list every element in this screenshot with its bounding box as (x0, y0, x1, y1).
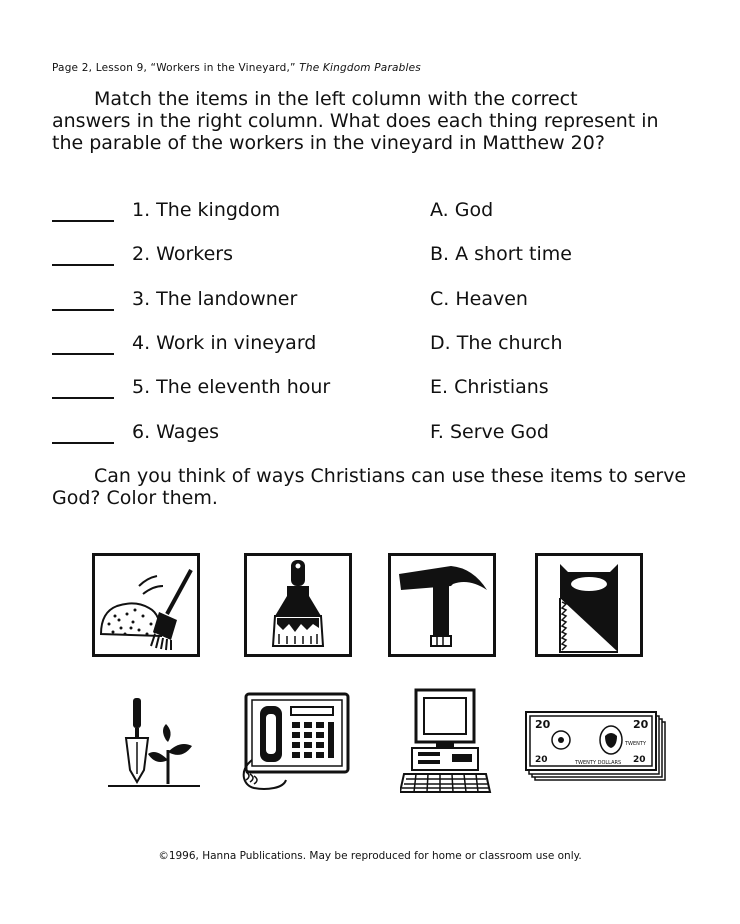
match-row (52, 376, 652, 404)
answer-blank[interactable] (52, 442, 114, 444)
computer-icon[interactable] (400, 688, 492, 796)
money-denomination-bottom-left: 20 (535, 755, 548, 765)
money-denomination-top-right: 20 (633, 718, 649, 731)
money-bill-text: TWENTY DOLLARS (575, 760, 622, 766)
match-item: 1. The kingdom (132, 199, 281, 221)
match-answer: A. God (430, 199, 494, 221)
match-answer: F. Serve God (430, 421, 549, 443)
match-answer: B. A short time (430, 243, 572, 265)
match-answer: D. The church (430, 332, 563, 354)
answer-blank[interactable] (52, 220, 114, 222)
match-row (52, 288, 652, 316)
match-item: 4. Work in vineyard (132, 332, 317, 354)
telephone-icon[interactable] (240, 690, 352, 798)
match-row (52, 421, 652, 449)
trowel-plant-icon[interactable] (104, 694, 204, 792)
page-header (52, 62, 421, 74)
answer-blank[interactable] (52, 309, 114, 311)
copyright-footer: ©1996, Hanna Publications. May be reproduced for home or classroom use only. (158, 850, 582, 862)
match-answer: C. Heaven (430, 288, 528, 310)
match-item: 3. The landowner (132, 288, 298, 310)
answer-blank[interactable] (52, 397, 114, 399)
coloring-prompt: Can you think of ways Christians can use these items to serve God? Color them. (52, 465, 687, 509)
header-book-title: The Kingdom Parables (299, 62, 421, 74)
match-row (52, 332, 652, 360)
match-row (52, 243, 652, 271)
money-denomination-top-left: 20 (535, 718, 551, 731)
money-icon[interactable] (525, 710, 667, 782)
instructions: Match the items in the left column with the correct answers in the right column. What does each thing represent in the parable of the workers in the vineyard in Matthew 20? (52, 88, 659, 154)
match-row (52, 199, 652, 227)
match-answer: E. Christians (430, 376, 549, 398)
paintbrush-icon[interactable] (244, 553, 352, 657)
saw-icon[interactable] (535, 553, 643, 657)
match-item: 6. Wages (132, 421, 220, 443)
money-word: TWENTY (625, 741, 647, 747)
answer-blank[interactable] (52, 353, 114, 355)
answer-blank[interactable] (52, 264, 114, 266)
match-item: 5. The eleventh hour (132, 376, 331, 398)
match-item: 2. Workers (132, 243, 234, 265)
header-prefix: Page 2, Lesson 9, “Workers in the Vineyard,” (52, 62, 296, 74)
broom-icon[interactable] (92, 553, 200, 657)
money-denomination-bottom-right: 20 (633, 755, 646, 765)
hammer-icon[interactable] (388, 553, 496, 657)
